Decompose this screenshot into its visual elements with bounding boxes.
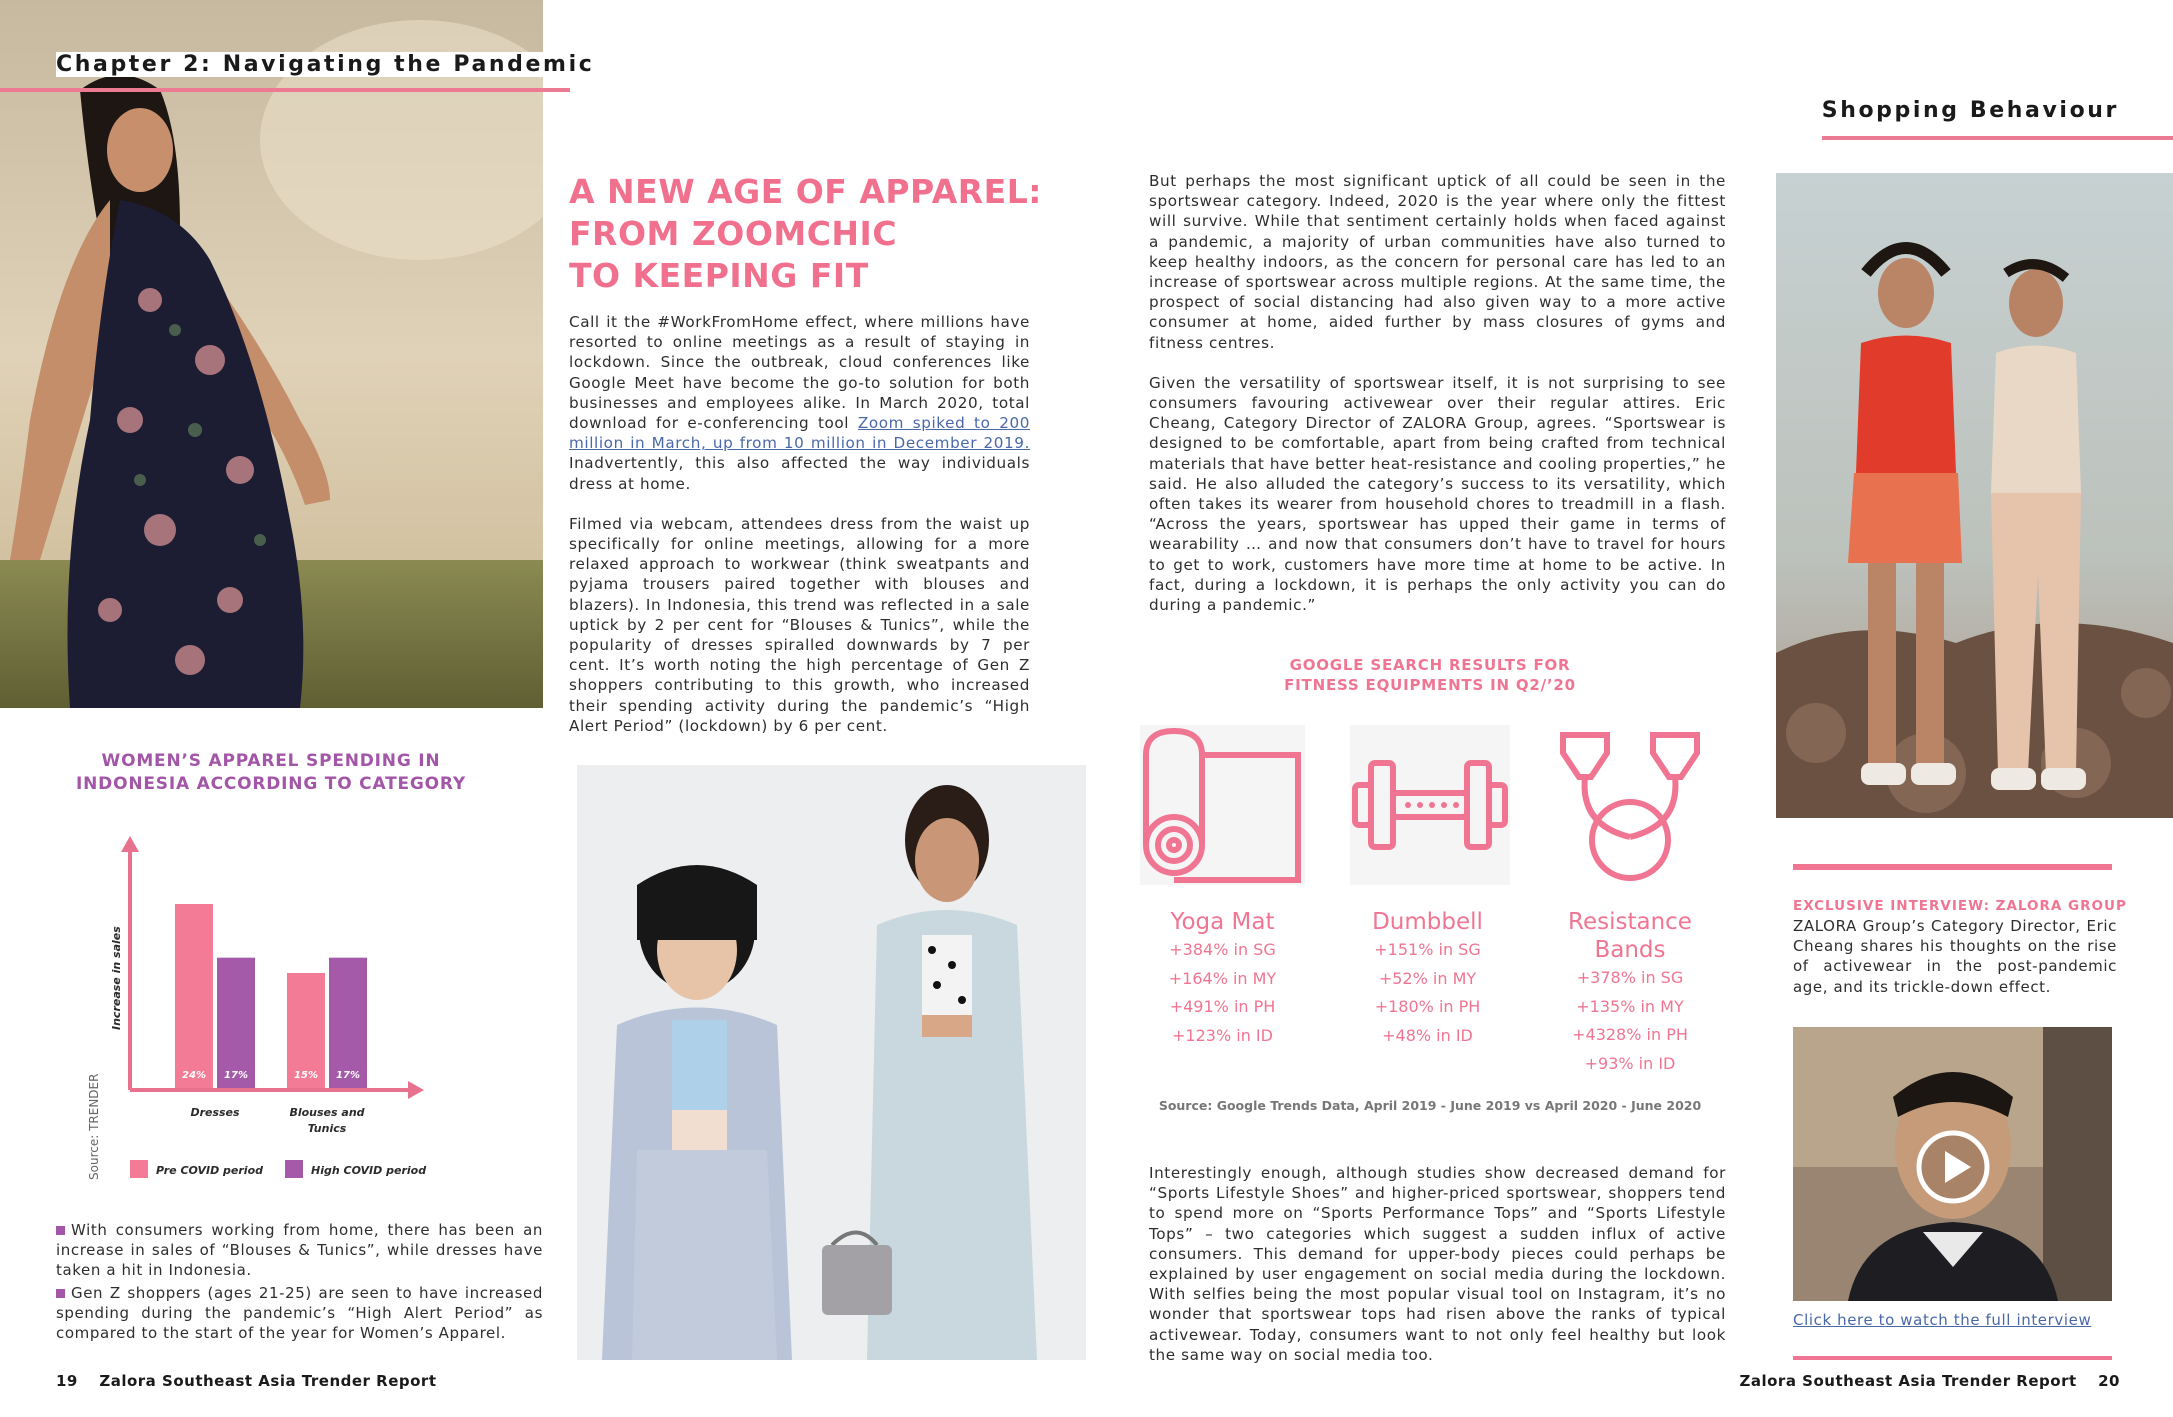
section-title: Shopping Behaviour bbox=[1821, 98, 2119, 123]
watch-interview-link[interactable]: Click here to watch the full interview bbox=[1793, 1311, 2092, 1329]
interview-text: ZALORA Group’s Category Director, Eric Cheang shares his thoughts on the rise of activewear in the post-pandemic age, and its trickle-down effect. bbox=[1793, 917, 2117, 996]
paragraph-1-text-end: Inadvertently, this also affected the way individuals dress at home. bbox=[569, 454, 1030, 493]
fitness-item-yoga-mat bbox=[1140, 908, 1305, 1050]
play-button-icon[interactable] bbox=[1915, 1129, 1991, 1205]
left-footer bbox=[56, 1372, 437, 1390]
x-tick-label: Dresses bbox=[190, 1106, 240, 1119]
fitness-title-line-2: FITNESS EQUIPMENTS IN Q2/’20 bbox=[1284, 676, 1576, 694]
article-column-1 bbox=[569, 312, 1030, 756]
dumbbell-icon bbox=[1350, 725, 1510, 885]
fitness-title bbox=[1230, 655, 1630, 695]
left-footer-text: Zalora Southeast Asia Trender Report bbox=[99, 1372, 437, 1390]
yoga-mat-stat: +491% in PH bbox=[1169, 997, 1276, 1016]
resistance-bands-icon bbox=[1555, 725, 1705, 885]
paragraph-4: Given the versatility of sportswear itself, it is not surprising to see consumers favouring activewear over their regular attires. Eric Cheang, Category Director of ZALORA Group, agrees. “Sportswear is designed to be comfortable, apart from being crafted from technical materials that have better heat-resistance and cooling properties,” he said. He also alluded the category’s success to its versatility, which often takes its wearer from household chores to treadmill in a flash. “Across the years, sportswear has upped their game in terms of wearability … and now that consumers don’t have to travel for hours to get to work, customers have more time at home to be active. In fact, during a lockdown, it is perhaps the only activity you can do during a pandemic.” bbox=[1149, 373, 1726, 615]
resistance-bands-stat: +378% in SG bbox=[1576, 968, 1684, 987]
article-column-2 bbox=[1149, 171, 1726, 635]
x-tick-label: Tunics bbox=[307, 1122, 347, 1135]
section-rule bbox=[1822, 136, 2173, 140]
chart-title: WOMEN’S APPAREL SPENDING IN INDONESIA ACCORDING TO CATEGORY bbox=[76, 751, 466, 794]
legend-swatch bbox=[130, 1160, 148, 1178]
y-axis-label: Increase in sales bbox=[110, 926, 123, 1030]
legend-label: High COVID period bbox=[311, 1164, 427, 1177]
yoga-mat-stat: +384% in SG bbox=[1169, 940, 1276, 959]
interview-title: EXCLUSIVE INTERVIEW: ZALORA GROUP bbox=[1793, 898, 2127, 914]
bar-data-label: 17% bbox=[336, 1070, 360, 1081]
note-item: Gen Z shoppers (ages 21-25) are seen to have increased spending during the pandemic’s “High Alert Period” as compared to the start of the year for Women’s Apparel. bbox=[56, 1283, 543, 1343]
fitness-source: Source: Google Trends Data, April 2019 - June 2019 vs April 2020 - June 2020 bbox=[1158, 1098, 1702, 1113]
resistance-bands-stat: +93% in ID bbox=[1584, 1053, 1676, 1073]
dumbbell-stat: +52% in MY bbox=[1378, 968, 1477, 988]
zoom-stat-link[interactable]: Zoom spiked to 200 million in March, up from 10 million in December 2019. bbox=[569, 414, 1030, 453]
bar-data-label: 15% bbox=[294, 1070, 318, 1081]
sportswear-photo-two-women bbox=[1776, 173, 2173, 818]
resistance-bands-title: Resistance Bands bbox=[1568, 909, 1692, 963]
bar-data-label: 17% bbox=[224, 1070, 248, 1081]
dumbbell-stat: +180% in PH bbox=[1374, 997, 1481, 1016]
right-page-number: 20 bbox=[2098, 1372, 2120, 1390]
x-tick-label: Blouses and bbox=[289, 1106, 365, 1119]
resistance-bands-stat: +135% in MY bbox=[1576, 996, 1684, 1016]
bar bbox=[329, 958, 367, 1088]
y-axis-arrow-icon bbox=[121, 836, 139, 852]
dumbbell-stat: +151% in SG bbox=[1374, 940, 1481, 959]
yoga-mat-title: Yoga Mat bbox=[1170, 909, 1275, 935]
fitness-item-dumbbell bbox=[1345, 908, 1510, 1050]
yoga-mat-icon bbox=[1140, 725, 1305, 885]
headline-line-3: TO KEEPING FIT bbox=[569, 256, 869, 295]
legend-label: Pre COVID period bbox=[156, 1164, 263, 1177]
paragraph-3: But perhaps the most significant uptick of all could be seen in the sportswear category. Indeed, 2020 is the year where only the fittest will survive. While that sentiment certainly holds when faced against a pandemic, a majority of urban communities have also turned to keep healthy indoors, as the concern for personal care has led to an increase of sportswear across multiple regions. At the same time, the prospect of social distancing had also given way to a more active consumer at home, aided further by mass closures of gyms and fitness centres. bbox=[1149, 172, 1726, 352]
chapter-rule bbox=[0, 88, 570, 92]
headline-line-1: A NEW AGE OF APPAREL: bbox=[569, 172, 1042, 211]
paragraph-1-text: Call it the #WorkFromHome effect, where millions have resorted to online meetings as a result of staying in lockdown. Since the outbreak, cloud conferences like Google Meet have become the go-to solution for both businesses and employees alike. In March 2020, total download for e-conferencing tool bbox=[569, 313, 1030, 433]
interview-bottom-rule bbox=[1793, 1356, 2112, 1360]
interview-video-thumbnail[interactable] bbox=[1793, 1027, 2112, 1301]
chart-source: Source: TRENDER bbox=[87, 1073, 101, 1180]
chart-notes bbox=[56, 1220, 543, 1343]
bullet-square-icon bbox=[56, 1289, 65, 1298]
bullet-square-icon bbox=[56, 1226, 65, 1235]
paragraph-2: Filmed via webcam, attendees dress from the waist up specifically for online meetings, allowing for a more relaxed approach to workwear (think sweatpants and pyjama trousers paired together with blouses and blazers). In Indonesia, this trend was reflected in a sale uptick by 2 per cent for “Blouses & Tunics”, while the popularity of dresses spiralled downwards by 7 per cent. It’s worth noting the high percentage of Gen Z shoppers contributing to this growth, who increased their spending activity during the pandemic’s “High Alert Period” (lockdown) by 6 per cent. bbox=[569, 514, 1030, 735]
left-page-number: 19 bbox=[56, 1372, 78, 1390]
bar bbox=[175, 904, 213, 1088]
fitness-item-resistance-bands bbox=[1545, 908, 1715, 1078]
resistance-bands-stat: +4328% in PH bbox=[1572, 1025, 1688, 1044]
yoga-mat-stat: +164% in MY bbox=[1168, 968, 1277, 988]
bar-data-label: 24% bbox=[182, 1070, 206, 1081]
dumbbell-stat: +48% in ID bbox=[1382, 1025, 1473, 1045]
hero-photo-woman-floral-dress bbox=[0, 0, 543, 708]
womens-apparel-bar-chart bbox=[80, 820, 450, 1190]
right-footer-text: Zalora Southeast Asia Trender Report bbox=[1739, 1372, 2077, 1390]
article-headline bbox=[569, 171, 1089, 297]
yoga-mat-stat: +123% in ID bbox=[1172, 1025, 1273, 1045]
fashion-photo-blazers bbox=[577, 765, 1086, 1360]
article-column-2-bottom bbox=[1149, 1163, 1726, 1385]
paragraph-1 bbox=[569, 312, 1030, 494]
interview-top-rule bbox=[1793, 864, 2112, 870]
paragraph-5: Interestingly enough, although studies show decreased demand for “Sports Lifestyle Shoes” and higher-priced sportswear, shoppers tend to spend more on “Sports Performance Tops” and “Sports Lifestyle Tops” – two categories which suggest a sudden influx of active consumers. This demand for upper-body pieces could perhaps be explained by user engagement on social media during the lockdown. With selfies being the most popular visual tool on Instagram, it’s no wonder that sportswear tops had risen above the ranks of typical activewear. Today, consumers want to not only feel healthy but look the same way on social media too. bbox=[1149, 1164, 1726, 1364]
right-footer bbox=[1739, 1372, 2120, 1390]
note-item: With consumers working from home, there has been an increase in sales of “Blouses & Tunics”, while dresses have taken a hit in Indonesia. bbox=[56, 1221, 543, 1280]
fitness-title-line-1: GOOGLE SEARCH RESULTS FOR bbox=[1289, 656, 1571, 674]
x-axis-arrow-icon bbox=[408, 1081, 424, 1099]
headline-line-2: FROM ZOOMCHIC bbox=[569, 214, 898, 253]
dumbbell-title: Dumbbell bbox=[1372, 909, 1483, 935]
chapter-title: Chapter 2: Navigating the Pandemic bbox=[56, 52, 600, 77]
bar bbox=[217, 958, 255, 1088]
legend-swatch bbox=[285, 1160, 303, 1178]
